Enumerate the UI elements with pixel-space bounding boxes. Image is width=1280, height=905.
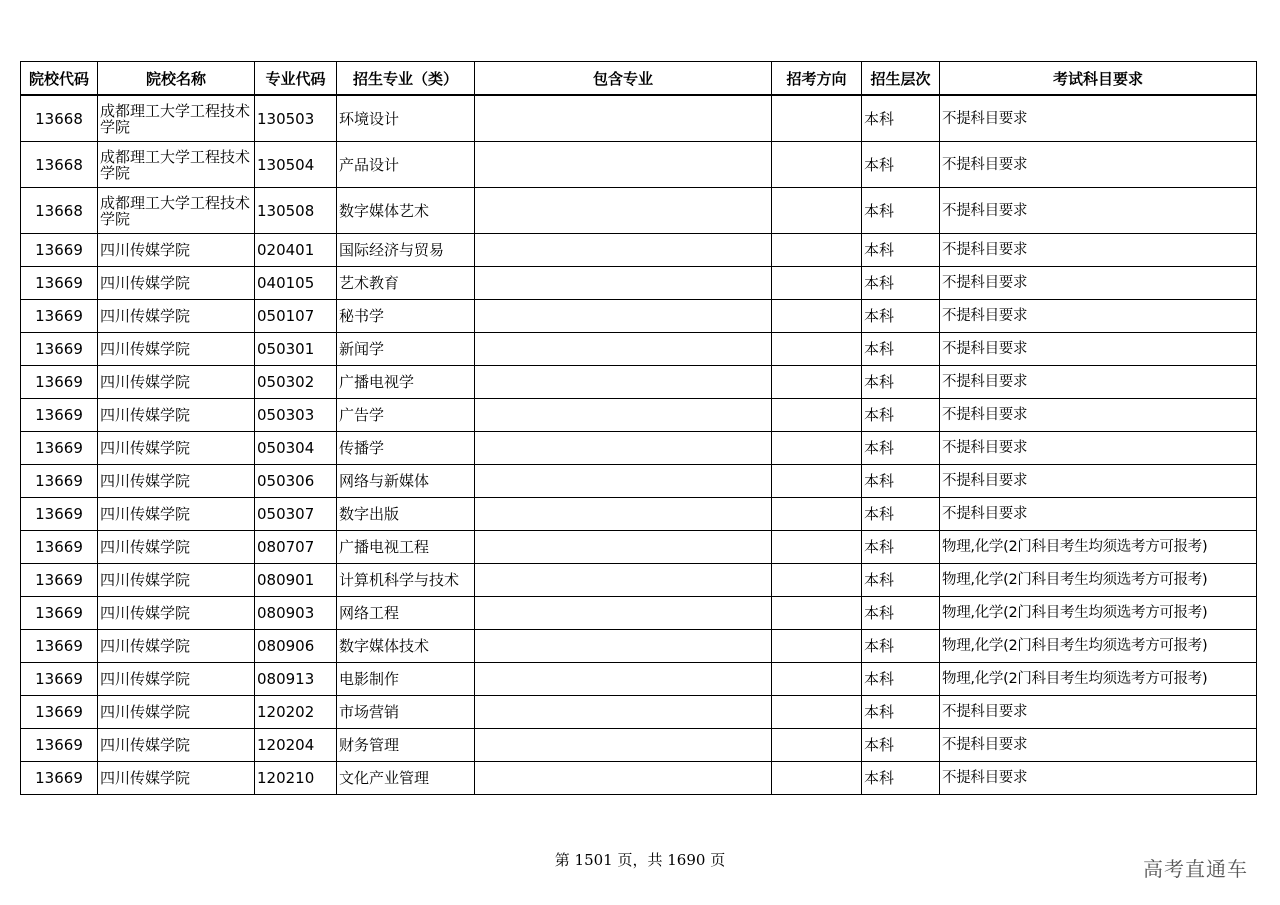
table-row: [21, 366, 1257, 399]
cell-direction: [772, 188, 862, 234]
cell-included-majors: [475, 663, 772, 696]
cell-school-name: 四川传媒学院: [98, 465, 255, 498]
table-row: [21, 399, 1257, 432]
cell-level: 本科: [862, 333, 940, 366]
cell-major: 数字媒体艺术: [337, 188, 475, 234]
table-row: [21, 465, 1257, 498]
cell-school-code: 13669: [21, 366, 98, 399]
cell-school-name: 四川传媒学院: [98, 663, 255, 696]
cell-major-code: 050301: [255, 333, 337, 366]
cell-requirement: 不提科目要求: [940, 729, 1257, 762]
cell-school-name: 四川传媒学院: [98, 234, 255, 267]
header-school-code: 院校代码: [21, 62, 98, 96]
cell-included-majors: [475, 333, 772, 366]
cell-requirement: 不提科目要求: [940, 333, 1257, 366]
cell-direction: [772, 234, 862, 267]
cell-level: 本科: [862, 432, 940, 465]
cell-included-majors: [475, 696, 772, 729]
cell-included-majors: [475, 597, 772, 630]
cell-school-name: 四川传媒学院: [98, 729, 255, 762]
cell-requirement: 不提科目要求: [940, 267, 1257, 300]
cell-school-code: 13669: [21, 762, 98, 795]
table-row: [21, 762, 1257, 795]
cell-major-code: 020401: [255, 234, 337, 267]
watermark-text: 高考直通车: [1143, 857, 1248, 881]
cell-major: 产品设计: [337, 142, 475, 188]
cell-level: 本科: [862, 300, 940, 333]
cell-school-name: 四川传媒学院: [98, 762, 255, 795]
cell-major: 电影制作: [337, 663, 475, 696]
cell-requirement: 不提科目要求: [940, 188, 1257, 234]
cell-school-name: 四川传媒学院: [98, 531, 255, 564]
cell-requirement: 不提科目要求: [940, 142, 1257, 188]
cell-major-code: 120202: [255, 696, 337, 729]
admissions-table: [20, 61, 1257, 795]
cell-major: 国际经济与贸易: [337, 234, 475, 267]
cell-included-majors: [475, 300, 772, 333]
cell-direction: [772, 333, 862, 366]
cell-school-name: 四川传媒学院: [98, 267, 255, 300]
cell-school-name: 四川传媒学院: [98, 630, 255, 663]
cell-major-code: 080903: [255, 597, 337, 630]
cell-direction: [772, 663, 862, 696]
cell-major-code: 050302: [255, 366, 337, 399]
table-row: [21, 696, 1257, 729]
cell-included-majors: [475, 762, 772, 795]
cell-major: 市场营销: [337, 696, 475, 729]
table-body: [21, 95, 1257, 795]
cell-major: 传播学: [337, 432, 475, 465]
header-direction: 招考方向: [772, 62, 862, 96]
cell-major: 网络工程: [337, 597, 475, 630]
cell-included-majors: [475, 399, 772, 432]
cell-school-name: 四川传媒学院: [98, 597, 255, 630]
cell-direction: [772, 531, 862, 564]
cell-level: 本科: [862, 188, 940, 234]
table-row: [21, 597, 1257, 630]
cell-level: 本科: [862, 762, 940, 795]
cell-requirement: 物理,化学(2门科目考生均须选考方可报考): [940, 531, 1257, 564]
cell-level: 本科: [862, 564, 940, 597]
table-row: [21, 564, 1257, 597]
cell-major: 计算机科学与技术: [337, 564, 475, 597]
cell-included-majors: [475, 432, 772, 465]
cell-level: 本科: [862, 531, 940, 564]
cell-major-code: 050307: [255, 498, 337, 531]
cell-school-code: 13668: [21, 95, 98, 142]
cell-direction: [772, 564, 862, 597]
cell-level: 本科: [862, 729, 940, 762]
cell-major: 新闻学: [337, 333, 475, 366]
header-school-name: 院校名称: [98, 62, 255, 96]
cell-level: 本科: [862, 663, 940, 696]
cell-requirement: 不提科目要求: [940, 399, 1257, 432]
cell-major-code: 080901: [255, 564, 337, 597]
cell-school-code: 13669: [21, 333, 98, 366]
cell-major-code: 120210: [255, 762, 337, 795]
cell-school-name: 成都理工大学工程技术学院: [98, 188, 255, 234]
cell-included-majors: [475, 465, 772, 498]
cell-requirement: 不提科目要求: [940, 366, 1257, 399]
cell-major-code: 130503: [255, 95, 337, 142]
cell-level: 本科: [862, 498, 940, 531]
cell-school-code: 13669: [21, 531, 98, 564]
table-row: [21, 498, 1257, 531]
cell-school-code: 13669: [21, 300, 98, 333]
table-row: [21, 333, 1257, 366]
cell-school-name: 四川传媒学院: [98, 696, 255, 729]
cell-direction: [772, 729, 862, 762]
cell-school-name: 四川传媒学院: [98, 366, 255, 399]
table-row: [21, 729, 1257, 762]
cell-direction: [772, 300, 862, 333]
cell-major: 财务管理: [337, 729, 475, 762]
cell-school-code: 13669: [21, 267, 98, 300]
cell-major-code: 050304: [255, 432, 337, 465]
cell-requirement: 物理,化学(2门科目考生均须选考方可报考): [940, 564, 1257, 597]
cell-major-code: 130504: [255, 142, 337, 188]
cell-requirement: 物理,化学(2门科目考生均须选考方可报考): [940, 597, 1257, 630]
table-row: [21, 234, 1257, 267]
cell-major: 广播电视学: [337, 366, 475, 399]
cell-requirement: 不提科目要求: [940, 95, 1257, 142]
cell-major: 广播电视工程: [337, 531, 475, 564]
cell-included-majors: [475, 267, 772, 300]
cell-requirement: 不提科目要求: [940, 432, 1257, 465]
cell-school-code: 13669: [21, 432, 98, 465]
cell-included-majors: [475, 142, 772, 188]
table-header-row: [21, 62, 1257, 96]
cell-included-majors: [475, 729, 772, 762]
cell-school-code: 13669: [21, 399, 98, 432]
table-row: [21, 188, 1257, 234]
cell-school-name: 成都理工大学工程技术学院: [98, 142, 255, 188]
cell-requirement: 不提科目要求: [940, 300, 1257, 333]
cell-major-code: 050107: [255, 300, 337, 333]
cell-level: 本科: [862, 696, 940, 729]
cell-school-name: 成都理工大学工程技术学院: [98, 95, 255, 142]
table-row: [21, 300, 1257, 333]
cell-major: 广告学: [337, 399, 475, 432]
cell-requirement: 不提科目要求: [940, 498, 1257, 531]
table-row: [21, 663, 1257, 696]
cell-school-name: 四川传媒学院: [98, 432, 255, 465]
header-included-majors: 包含专业: [475, 62, 772, 96]
cell-included-majors: [475, 188, 772, 234]
cell-major: 秘书学: [337, 300, 475, 333]
header-level: 招生层次: [862, 62, 940, 96]
cell-requirement: 不提科目要求: [940, 234, 1257, 267]
cell-requirement: 物理,化学(2门科目考生均须选考方可报考): [940, 630, 1257, 663]
cell-requirement: 不提科目要求: [940, 465, 1257, 498]
header-major: 招生专业（类）: [337, 62, 475, 96]
table-row: [21, 432, 1257, 465]
cell-level: 本科: [862, 399, 940, 432]
cell-major: 数字媒体技术: [337, 630, 475, 663]
cell-level: 本科: [862, 366, 940, 399]
header-major-code: 专业代码: [255, 62, 337, 96]
cell-requirement: 不提科目要求: [940, 696, 1257, 729]
table-row: [21, 95, 1257, 142]
cell-major-code: 080707: [255, 531, 337, 564]
header-requirement: 考试科目要求: [940, 62, 1257, 96]
cell-included-majors: [475, 95, 772, 142]
cell-school-code: 13669: [21, 234, 98, 267]
cell-direction: [772, 597, 862, 630]
cell-direction: [772, 142, 862, 188]
cell-included-majors: [475, 564, 772, 597]
cell-school-name: 四川传媒学院: [98, 300, 255, 333]
cell-major-code: 050306: [255, 465, 337, 498]
cell-school-code: 13669: [21, 696, 98, 729]
cell-school-name: 四川传媒学院: [98, 399, 255, 432]
cell-level: 本科: [862, 630, 940, 663]
cell-direction: [772, 366, 862, 399]
cell-school-code: 13669: [21, 630, 98, 663]
cell-direction: [772, 630, 862, 663]
cell-school-code: 13669: [21, 498, 98, 531]
cell-major: 文化产业管理: [337, 762, 475, 795]
cell-requirement: 不提科目要求: [940, 762, 1257, 795]
cell-school-name: 四川传媒学院: [98, 564, 255, 597]
table-row: [21, 142, 1257, 188]
cell-level: 本科: [862, 465, 940, 498]
cell-major: 艺术教育: [337, 267, 475, 300]
cell-direction: [772, 498, 862, 531]
cell-major-code: 080906: [255, 630, 337, 663]
cell-level: 本科: [862, 142, 940, 188]
cell-school-code: 13669: [21, 729, 98, 762]
cell-school-name: 四川传媒学院: [98, 498, 255, 531]
cell-level: 本科: [862, 597, 940, 630]
cell-school-code: 13669: [21, 465, 98, 498]
cell-school-code: 13668: [21, 188, 98, 234]
page-number: 第 1501 页，共 1690 页: [554, 851, 726, 869]
cell-direction: [772, 399, 862, 432]
cell-major-code: 130508: [255, 188, 337, 234]
table-row: [21, 531, 1257, 564]
cell-direction: [772, 432, 862, 465]
cell-school-code: 13669: [21, 663, 98, 696]
cell-direction: [772, 465, 862, 498]
cell-major-code: 040105: [255, 267, 337, 300]
cell-major-code: 050303: [255, 399, 337, 432]
cell-school-code: 13668: [21, 142, 98, 188]
cell-requirement: 物理,化学(2门科目考生均须选考方可报考): [940, 663, 1257, 696]
cell-direction: [772, 95, 862, 142]
cell-school-name: 四川传媒学院: [98, 333, 255, 366]
cell-major-code: 120204: [255, 729, 337, 762]
cell-level: 本科: [862, 95, 940, 142]
cell-level: 本科: [862, 267, 940, 300]
cell-major: 网络与新媒体: [337, 465, 475, 498]
cell-school-code: 13669: [21, 597, 98, 630]
cell-major-code: 080913: [255, 663, 337, 696]
cell-major: 环境设计: [337, 95, 475, 142]
cell-level: 本科: [862, 234, 940, 267]
cell-direction: [772, 267, 862, 300]
cell-included-majors: [475, 234, 772, 267]
cell-major: 数字出版: [337, 498, 475, 531]
table-row: [21, 267, 1257, 300]
cell-included-majors: [475, 630, 772, 663]
cell-included-majors: [475, 531, 772, 564]
cell-included-majors: [475, 498, 772, 531]
cell-direction: [772, 696, 862, 729]
cell-school-code: 13669: [21, 564, 98, 597]
cell-included-majors: [475, 366, 772, 399]
table-row: [21, 630, 1257, 663]
cell-direction: [772, 762, 862, 795]
